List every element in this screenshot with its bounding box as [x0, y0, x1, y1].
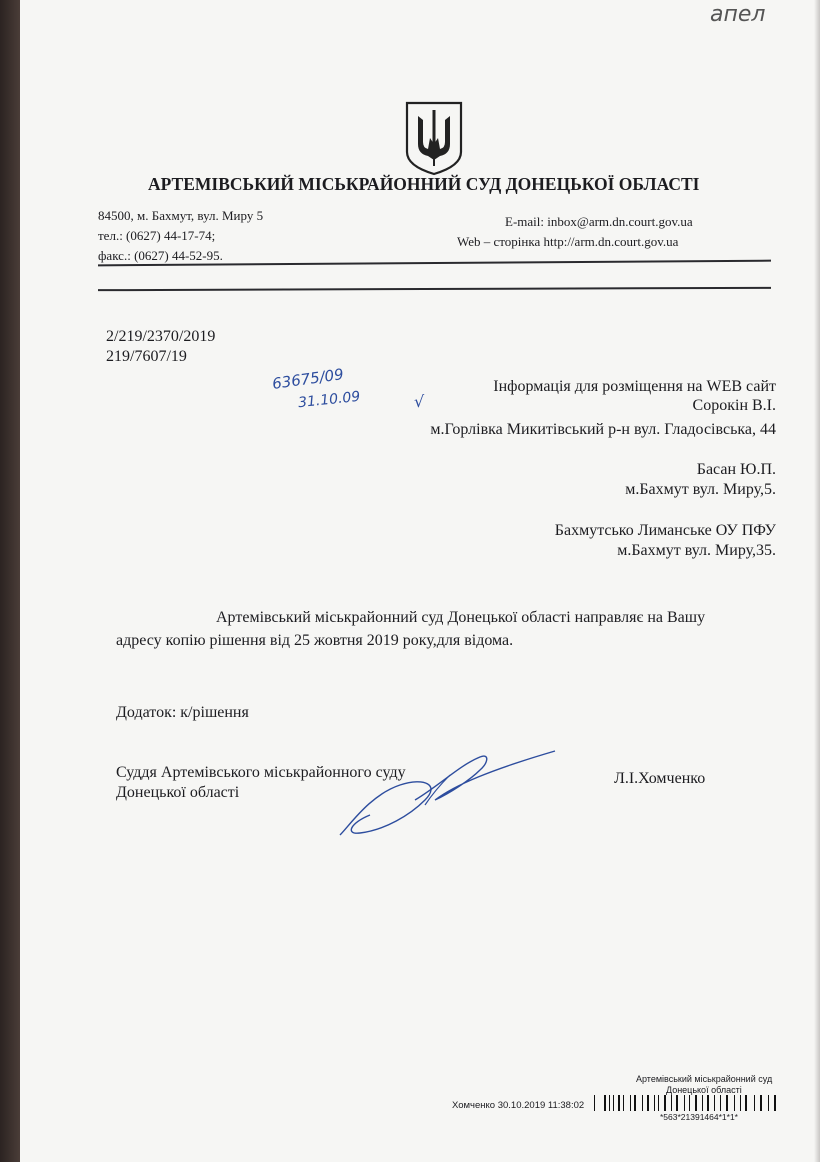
attachment-note: Додаток: к/рішення [116, 704, 249, 721]
scan-left-edge [0, 0, 20, 1162]
document-page [20, 0, 820, 1162]
body-text-line-1: Артемівський міськрайонний суд Донецької області направляє на Вашу [216, 609, 706, 626]
web-info-label: Інформація для розміщення на WEB сайт [493, 378, 776, 395]
corner-handwritten-note: апел [710, 2, 766, 27]
signatory-title-line-2: Донецької області [116, 784, 240, 801]
stamp-registration-info: Хомченко 30.10.2019 11:38:02 [452, 1100, 585, 1111]
stamp-region: Донецької області [666, 1085, 742, 1095]
header-divider-bottom [98, 287, 771, 291]
barcode-text: *563*21391464*1*1* [660, 1112, 738, 1122]
court-website: Web – сторінка http://arm.dn.court.gov.ua [457, 234, 679, 249]
court-phone: тел.: (0627) 44-17-74; [98, 228, 216, 243]
court-fax: факс.: (0627) 44-52-95. [98, 248, 223, 263]
stamp-court-name: Артемівський міськрайонний суд [636, 1074, 773, 1084]
scan-right-edge [814, 0, 820, 1162]
handwritten-check-mark: √ [414, 392, 425, 411]
judge-name: Л.І.Хомченко [614, 770, 706, 787]
case-number-1: 2/219/2370/2019 [106, 328, 216, 345]
handwritten-signature [330, 745, 560, 840]
case-number-2: 219/7607/19 [106, 348, 187, 365]
recipient-3-address: м.Бахмут вул. Миру,35. [617, 542, 776, 559]
recipient-2-address: м.Бахмут вул. Миру,5. [625, 481, 776, 498]
recipient-1-name: Сорокін В.І. [692, 397, 776, 414]
handwritten-reg-date: 31.10.09 [297, 388, 362, 412]
court-email: E-mail: inbox@arm.dn.court.gov.ua [505, 214, 693, 229]
recipient-1-address: м.Горлівка Микитівський р-н вул. Гладосівська, 44 [430, 421, 776, 438]
registration-barcode [594, 1095, 784, 1111]
court-name-heading: АРТЕМІВСЬКИЙ МІСЬКРАЙОННИЙ СУД ДОНЕЦЬКОЇ ОБЛАСТІ [148, 174, 700, 194]
coat-of-arms-icon [404, 100, 464, 176]
signatory-title-line-1: Суддя Артемівського міськрайонного суду [116, 764, 406, 781]
recipient-2-name: Басан Ю.П. [696, 461, 776, 478]
court-address: 84500, м. Бахмут, вул. Миру 5 [98, 208, 264, 223]
body-text-line-2: адресу копію рішення від 25 жовтня 2019 року,для відома. [116, 632, 514, 649]
handwritten-reg-number: 63675/09 [271, 365, 345, 393]
recipient-3-name: Бахмутсько Лиманське ОУ ПФУ [554, 522, 776, 539]
